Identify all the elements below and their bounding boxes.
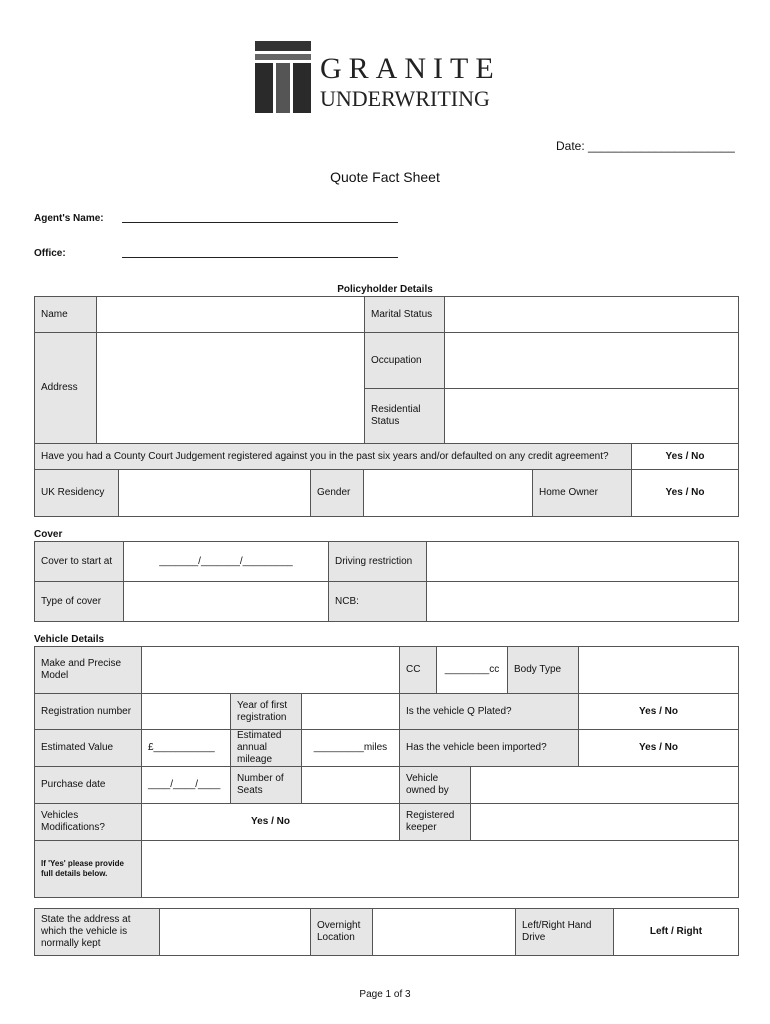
imported-label: Has the vehicle been imported? bbox=[399, 729, 579, 767]
overnight-location-input[interactable] bbox=[372, 908, 516, 956]
type-of-cover-label: Type of cover bbox=[34, 581, 124, 622]
year-first-reg-input[interactable] bbox=[301, 693, 400, 730]
page-number: Page 1 of 3 bbox=[359, 989, 411, 1000]
logo-text-top: GRANITE bbox=[320, 52, 501, 85]
q-plated-label: Is the vehicle Q Plated? bbox=[399, 693, 579, 730]
body-type-label: Body Type bbox=[507, 646, 579, 694]
cover-start-date[interactable]: _______/_______/_________ bbox=[123, 541, 329, 582]
company-logo bbox=[254, 40, 524, 116]
vehicle-heading: Vehicle Details bbox=[34, 634, 105, 645]
name-input[interactable] bbox=[96, 296, 365, 333]
home-owner-label: Home Owner bbox=[532, 469, 632, 517]
home-owner-yes-no[interactable]: Yes / No bbox=[631, 469, 739, 517]
hand-drive-left-right[interactable]: Left / Right bbox=[613, 908, 739, 956]
number-of-seats-input[interactable] bbox=[301, 766, 400, 804]
estimated-mileage-input[interactable]: _________miles bbox=[301, 729, 400, 767]
ccj-question: Have you had a County Court Judgement registered against you in the past six years and/or defaulted on any credit agreement? bbox=[34, 443, 632, 470]
agent-name-label: Agent's Name: bbox=[34, 213, 104, 224]
modification-details-input[interactable] bbox=[141, 840, 739, 898]
office-line[interactable] bbox=[122, 257, 398, 258]
gender-label: Gender bbox=[310, 469, 364, 517]
address-kept-label: State the address at which the vehicle is normally kept bbox=[34, 908, 160, 956]
estimated-value-label: Estimated Value bbox=[34, 729, 142, 767]
logo-mark-icon bbox=[254, 40, 314, 114]
driving-restriction-label: Driving restriction bbox=[328, 541, 427, 582]
registered-keeper-input[interactable] bbox=[470, 803, 739, 841]
address-kept-input[interactable] bbox=[159, 908, 311, 956]
modifications-yes-no[interactable]: Yes / No bbox=[141, 803, 400, 841]
policyholder-heading: Policyholder Details bbox=[337, 284, 433, 295]
hand-drive-label: Left/Right Hand Drive bbox=[515, 908, 614, 956]
body-type-input[interactable] bbox=[578, 646, 739, 694]
uk-residency-label: UK Residency bbox=[34, 469, 119, 517]
cover-start-label: Cover to start at bbox=[34, 541, 124, 582]
gender-input[interactable] bbox=[363, 469, 533, 517]
cc-input[interactable]: ________cc bbox=[436, 646, 508, 694]
agent-name-line[interactable] bbox=[122, 222, 398, 223]
registration-number-input[interactable] bbox=[141, 693, 231, 730]
driving-restriction-input[interactable] bbox=[426, 541, 739, 582]
date-field[interactable]: Date: ______________________ bbox=[556, 139, 735, 153]
marital-status-label: Marital Status bbox=[364, 296, 445, 333]
estimated-mileage-label: Estimated annual mileage bbox=[230, 729, 302, 767]
address-label: Address bbox=[34, 332, 97, 444]
cc-label: CC bbox=[399, 646, 437, 694]
overnight-location-label: Overnight Location bbox=[310, 908, 373, 956]
year-first-reg-label: Year of first registration bbox=[230, 693, 302, 730]
residential-status-input[interactable] bbox=[444, 388, 739, 444]
make-model-label: Make and Precise Model bbox=[34, 646, 142, 694]
address-input[interactable] bbox=[96, 332, 365, 444]
ccj-yes-no[interactable]: Yes / No bbox=[631, 443, 739, 470]
logo-text-bottom: UNDERWRITING bbox=[320, 86, 490, 111]
estimated-value-input[interactable]: £___________ bbox=[141, 729, 231, 767]
residential-status-label: Residential Status bbox=[364, 388, 445, 444]
purchase-date-label: Purchase date bbox=[34, 766, 142, 804]
number-of-seats-label: Number of Seats bbox=[230, 766, 302, 804]
ncb-input[interactable] bbox=[426, 581, 739, 622]
uk-residency-input[interactable] bbox=[118, 469, 311, 517]
vehicle-owned-by-input[interactable] bbox=[470, 766, 739, 804]
purchase-date-input[interactable]: ____/____/____ bbox=[141, 766, 231, 804]
occupation-label: Occupation bbox=[364, 332, 445, 389]
registration-number-label: Registration number bbox=[34, 693, 142, 730]
imported-yes-no[interactable]: Yes / No bbox=[578, 729, 739, 767]
occupation-input[interactable] bbox=[444, 332, 739, 389]
page-title: Quote Fact Sheet bbox=[330, 169, 440, 185]
office-label: Office: bbox=[34, 248, 66, 259]
vehicle-owned-by-label: Vehicle owned by bbox=[399, 766, 471, 804]
modifications-label: Vehicles Modifications? bbox=[34, 803, 142, 841]
name-label: Name bbox=[34, 296, 97, 333]
marital-status-input[interactable] bbox=[444, 296, 739, 333]
cover-heading: Cover bbox=[34, 529, 63, 540]
q-plated-yes-no[interactable]: Yes / No bbox=[578, 693, 739, 730]
ncb-label: NCB: bbox=[328, 581, 427, 622]
if-yes-label: If 'Yes' please provide full details below. bbox=[34, 840, 142, 898]
type-of-cover-input[interactable] bbox=[123, 581, 329, 622]
make-model-input[interactable] bbox=[141, 646, 400, 694]
registered-keeper-label: Registered keeper bbox=[399, 803, 471, 841]
